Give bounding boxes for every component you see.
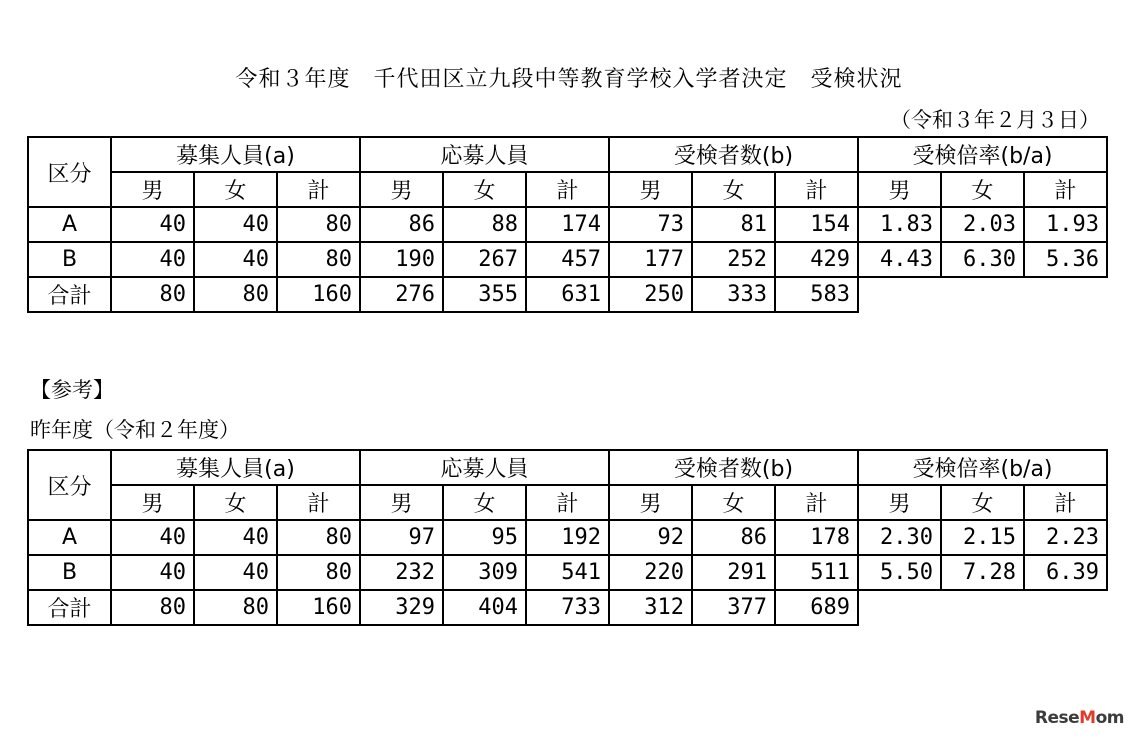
subheader-female: 女 (443, 172, 526, 207)
table-row-total (28, 277, 1107, 312)
table-cell: 86 (360, 207, 443, 242)
empty-area (858, 590, 1107, 625)
table-cell: 733 (526, 590, 609, 625)
table-cell: 511 (775, 555, 858, 590)
logo-text-accent: M (1079, 708, 1096, 728)
table-cell: 154 (775, 207, 858, 242)
logo-text-part: om (1095, 708, 1124, 728)
table-cell: 40 (194, 242, 277, 277)
previous-year-table (27, 449, 1108, 626)
subheader-male: 男 (360, 172, 443, 207)
table-cell: 6.39 (1024, 555, 1107, 590)
table-cell: 232 (360, 555, 443, 590)
table-cell: 7.28 (941, 555, 1024, 590)
table-cell: 174 (526, 207, 609, 242)
group-header-examinees: 受検者数(b) (609, 450, 858, 485)
table-cell: 457 (526, 242, 609, 277)
logo-text-part: Rese (1034, 708, 1080, 728)
table-cell: 80 (277, 207, 360, 242)
reference-label: 【参考】 (30, 378, 114, 402)
subheader-female: 女 (194, 485, 277, 520)
table-cell: 80 (194, 277, 277, 312)
subheader-female: 女 (692, 172, 775, 207)
group-header-ratio: 受検倍率(b/a) (858, 137, 1107, 172)
subheader-total: 計 (775, 172, 858, 207)
table-cell: 40 (194, 207, 277, 242)
table-row (28, 555, 1107, 590)
subheader-total: 計 (1024, 172, 1107, 207)
table-cell: 190 (360, 242, 443, 277)
subheader-total: 計 (277, 172, 360, 207)
subheader-male: 男 (858, 172, 941, 207)
table-cell: 97 (360, 520, 443, 555)
subheader-total: 計 (277, 485, 360, 520)
group-header-examinees: 受検者数(b) (609, 137, 858, 172)
report-date: （令和３年２月３日） (890, 108, 1100, 132)
table-cell: 220 (609, 555, 692, 590)
table-cell: 689 (775, 590, 858, 625)
table-cell: 88 (443, 207, 526, 242)
subheader-male: 男 (111, 172, 194, 207)
page-title: 令和３年度 千代田区立九段中等教育学校入学者決定 受検状況 (235, 67, 903, 92)
table-cell: 429 (775, 242, 858, 277)
table-cell: 40 (111, 207, 194, 242)
table-row (28, 207, 1107, 242)
table-cell: 377 (692, 590, 775, 625)
table-cell: 160 (277, 590, 360, 625)
row-label: B (28, 555, 111, 590)
subheader-female: 女 (941, 485, 1024, 520)
table-cell: 40 (111, 520, 194, 555)
empty-area (858, 277, 1107, 312)
subheader-female: 女 (194, 172, 277, 207)
table-cell: 40 (194, 520, 277, 555)
table-cell: 583 (775, 277, 858, 312)
table-cell: 404 (443, 590, 526, 625)
subheader-total: 計 (526, 172, 609, 207)
current-year-table (27, 136, 1108, 313)
row-label: A (28, 207, 111, 242)
table-cell: 80 (194, 590, 277, 625)
table-row-total (28, 590, 1107, 625)
table-cell: 40 (111, 555, 194, 590)
table-cell: 81 (692, 207, 775, 242)
category-header: 区分 (28, 137, 111, 207)
subheader-total: 計 (775, 485, 858, 520)
table-cell: 1.93 (1024, 207, 1107, 242)
table-cell: 2.15 (941, 520, 1024, 555)
table-cell: 80 (277, 555, 360, 590)
table-cell: 276 (360, 277, 443, 312)
subheader-total: 計 (1024, 485, 1107, 520)
group-header-quota: 募集人員(a) (111, 137, 360, 172)
table-cell: 267 (443, 242, 526, 277)
row-label: A (28, 520, 111, 555)
subheader-male: 男 (111, 485, 194, 520)
resemom-logo (1035, 708, 1124, 728)
group-header-applicants: 応募人員 (360, 137, 609, 172)
table-cell: 80 (111, 590, 194, 625)
group-header-ratio: 受検倍率(b/a) (858, 450, 1107, 485)
table-cell: 178 (775, 520, 858, 555)
category-header: 区分 (28, 450, 111, 520)
table-header-row (28, 450, 1107, 485)
table-cell: 631 (526, 277, 609, 312)
table-row (28, 242, 1107, 277)
table-cell: 1.83 (858, 207, 941, 242)
table-row (28, 520, 1107, 555)
subheader-male: 男 (609, 172, 692, 207)
row-label: B (28, 242, 111, 277)
row-label: 合計 (28, 590, 111, 625)
table-cell: 2.03 (941, 207, 1024, 242)
table-cell: 80 (111, 277, 194, 312)
subheader-total: 計 (526, 485, 609, 520)
table-cell: 40 (194, 555, 277, 590)
table-cell: 2.30 (858, 520, 941, 555)
table-cell: 312 (609, 590, 692, 625)
table-subheader-row (28, 172, 1107, 207)
table-cell: 329 (360, 590, 443, 625)
table-cell: 291 (692, 555, 775, 590)
table-cell: 5.36 (1024, 242, 1107, 277)
table-cell: 92 (609, 520, 692, 555)
table-cell: 6.30 (941, 242, 1024, 277)
subheader-male: 男 (858, 485, 941, 520)
subheader-female: 女 (692, 485, 775, 520)
table-cell: 4.43 (858, 242, 941, 277)
table-cell: 80 (277, 242, 360, 277)
table-cell: 192 (526, 520, 609, 555)
table-subheader-row (28, 485, 1107, 520)
table-cell: 177 (609, 242, 692, 277)
table-cell: 5.50 (858, 555, 941, 590)
table-cell: 541 (526, 555, 609, 590)
table-cell: 252 (692, 242, 775, 277)
table-cell: 333 (692, 277, 775, 312)
subheader-female: 女 (443, 485, 526, 520)
group-header-applicants: 応募人員 (360, 450, 609, 485)
table-cell: 355 (443, 277, 526, 312)
table-cell: 250 (609, 277, 692, 312)
subheader-female: 女 (941, 172, 1024, 207)
table-cell: 2.23 (1024, 520, 1107, 555)
previous-year-label: 昨年度（令和２年度） (30, 418, 240, 442)
subheader-male: 男 (360, 485, 443, 520)
table-cell: 40 (111, 242, 194, 277)
table-cell: 86 (692, 520, 775, 555)
group-header-quota: 募集人員(a) (111, 450, 360, 485)
table-cell: 95 (443, 520, 526, 555)
table-cell: 80 (277, 520, 360, 555)
table-cell: 309 (443, 555, 526, 590)
table-header-row (28, 137, 1107, 172)
row-label: 合計 (28, 277, 111, 312)
table-cell: 160 (277, 277, 360, 312)
table-cell: 73 (609, 207, 692, 242)
subheader-male: 男 (609, 485, 692, 520)
